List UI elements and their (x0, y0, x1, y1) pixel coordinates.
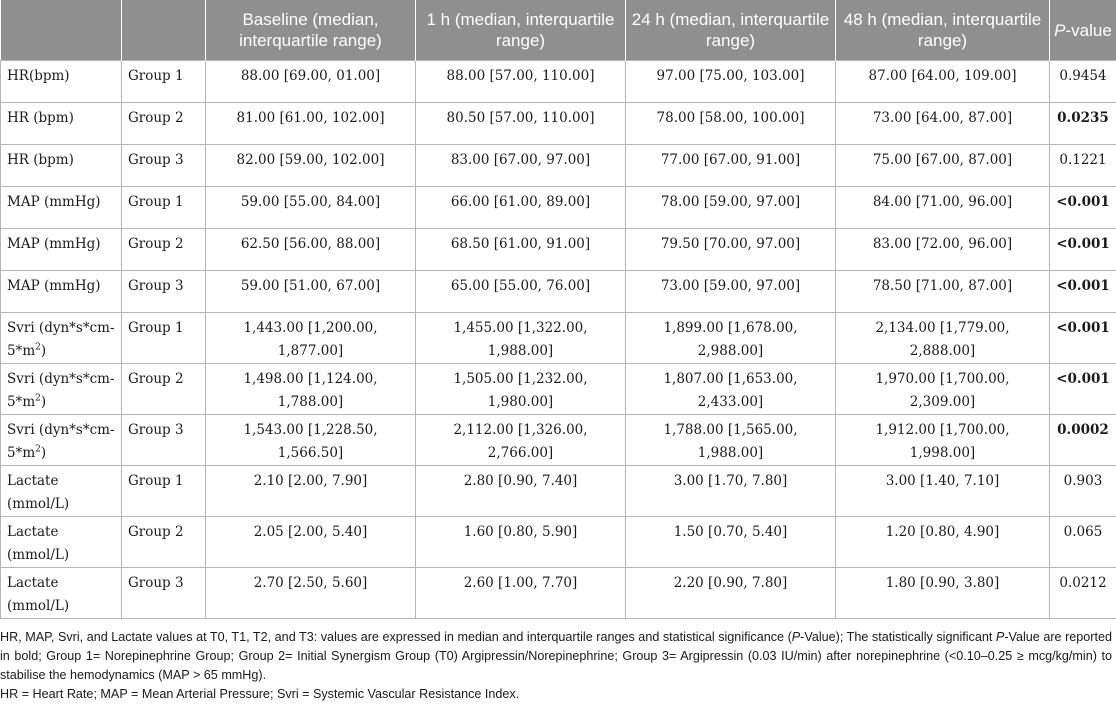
h24-cell: 2.20 [0.90, 7.80] (626, 568, 836, 619)
header-baseline: Baseline (median, interquartile range) (206, 0, 416, 61)
measure-label-end: ) (40, 445, 47, 461)
measure-label: Lactate (mmol/L) (7, 473, 70, 512)
h48-cell: 1.80 [0.90, 3.80] (836, 568, 1050, 619)
table-row (1, 415, 1116, 466)
table-row (1, 313, 1116, 364)
measure-label: Svri (dyn*s*cm-5*m (7, 371, 115, 410)
h1-cell: 2.60 [1.00, 7.70] (416, 568, 626, 619)
group-cell: Group 2 (122, 364, 206, 415)
baseline-cell: 1,543.00 [1,228.50, 1,566.50] (206, 415, 416, 466)
group-cell: Group 2 (122, 103, 206, 145)
h1-cell: 66.00 [61.00, 89.00] (416, 187, 626, 229)
baseline-cell: 1,498.00 [1,124.00, 1,788.00] (206, 364, 416, 415)
h48-cell: 73.00 [64.00, 87.00] (836, 103, 1050, 145)
measure-cell (1, 187, 122, 229)
header-pvalue-text: P-value (1054, 20, 1112, 40)
table-row (1, 229, 1116, 271)
measure-cell (1, 61, 122, 103)
measure-label: HR (bpm) (7, 110, 74, 126)
table-row (1, 271, 1116, 313)
h48-cell: 78.50 [71.00, 87.00] (836, 271, 1050, 313)
h24-cell: 1,788.00 [1,565.00, 1,988.00] (626, 415, 836, 466)
measure-cell (1, 415, 122, 466)
measure-label: MAP (mmHg) (7, 278, 101, 294)
group-cell: Group 2 (122, 229, 206, 271)
baseline-cell: 59.00 [51.00, 67.00] (206, 271, 416, 313)
pvalue-cell: <0.001 (1050, 364, 1116, 415)
h24-cell: 78.00 [59.00, 97.00] (626, 187, 836, 229)
baseline-cell: 88.00 [69.00, 01.00] (206, 61, 416, 103)
group-cell: Group 1 (122, 313, 206, 364)
measure-label: Lactate (mmol/L) (7, 575, 70, 614)
measure-label: MAP (mmHg) (7, 194, 101, 210)
h1-cell: 2,112.00 [1,326.00, 2,766.00] (416, 415, 626, 466)
table-row (1, 61, 1116, 103)
measure-label: HR(bpm) (7, 68, 70, 84)
h24-cell: 73.00 [59.00, 97.00] (626, 271, 836, 313)
h48-cell: 83.00 [72.00, 96.00] (836, 229, 1050, 271)
baseline-cell: 62.50 [56.00, 88.00] (206, 229, 416, 271)
group-cell: Group 3 (122, 415, 206, 466)
table-row (1, 103, 1116, 145)
group-cell: Group 3 (122, 145, 206, 187)
h1-cell: 1.60 [0.80, 5.90] (416, 517, 626, 568)
h24-cell: 77.00 [67.00, 91.00] (626, 145, 836, 187)
header-pvalue (1050, 0, 1116, 61)
measure-label: Svri (dyn*s*cm-5*m (7, 320, 115, 359)
measure-label-superscript: 2 (35, 342, 41, 353)
h1-cell: 2.80 [0.90, 7.40] (416, 466, 626, 517)
pvalue-cell: <0.001 (1050, 313, 1116, 364)
table-row (1, 145, 1116, 187)
h48-cell: 1.20 [0.80, 4.90] (836, 517, 1050, 568)
h24-cell: 79.50 [70.00, 97.00] (626, 229, 836, 271)
h48-cell: 3.00 [1.40, 7.10] (836, 466, 1050, 517)
group-cell: Group 1 (122, 61, 206, 103)
pvalue-cell: 0.0002 (1050, 415, 1116, 466)
h1-cell: 80.50 [57.00, 110.00] (416, 103, 626, 145)
footnote-description: HR, MAP, Svri, and Lactate values at T0, T1, T2, and T3: values are expressed in median and interquartile ranges and statistical significance (P-Value); The statistically significant P-Value are reported in bold; Group 1= Norepinephrine Group; Group 2= Initial Synergism Group (T0) Argipressin/Norepinephrine; Group 3= Argipressin (0.03 IU/min) after norepinephrine (<0.10–0.25 ≥ mcg/kg/min) to stabilise the hemodynamics (MAP > 65 mmHg). (0, 630, 1112, 682)
measure-cell (1, 364, 122, 415)
table-row (1, 517, 1116, 568)
pvalue-cell: 0.9454 (1050, 61, 1116, 103)
measure-label: MAP (mmHg) (7, 236, 101, 252)
table-row (1, 568, 1116, 619)
footnote-abbreviations: HR = Heart Rate; MAP = Mean Arterial Pressure; Svri = Systemic Vascular Resistance Index. (0, 687, 520, 701)
pvalue-cell: <0.001 (1050, 187, 1116, 229)
header-group (122, 0, 206, 61)
group-cell: Group 3 (122, 568, 206, 619)
baseline-cell: 1,443.00 [1,200.00, 1,877.00] (206, 313, 416, 364)
pvalue-cell: 0.1221 (1050, 145, 1116, 187)
pvalue-cell: <0.001 (1050, 229, 1116, 271)
baseline-cell: 2.05 [2.00, 5.40] (206, 517, 416, 568)
h24-cell: 1,899.00 [1,678.00, 2,988.00] (626, 313, 836, 364)
table-row (1, 364, 1116, 415)
pvalue-cell: <0.001 (1050, 271, 1116, 313)
group-cell: Group 2 (122, 517, 206, 568)
h1-cell: 1,505.00 [1,232.00, 1,980.00] (416, 364, 626, 415)
measure-cell (1, 517, 122, 568)
header-row (1, 0, 1116, 61)
pvalue-cell: 0.0235 (1050, 103, 1116, 145)
group-cell: Group 1 (122, 187, 206, 229)
h24-cell: 1.50 [0.70, 5.40] (626, 517, 836, 568)
measure-label-superscript: 2 (35, 393, 41, 404)
baseline-cell: 2.10 [2.00, 7.90] (206, 466, 416, 517)
h1-cell: 1,455.00 [1,322.00, 1,988.00] (416, 313, 626, 364)
h1-cell: 65.00 [55.00, 76.00] (416, 271, 626, 313)
pvalue-cell: 0.903 (1050, 466, 1116, 517)
measure-label-superscript: 2 (35, 444, 41, 455)
measure-cell (1, 271, 122, 313)
pvalue-cell: 0.0212 (1050, 568, 1116, 619)
measure-cell (1, 313, 122, 364)
h24-cell: 3.00 [1.70, 7.80] (626, 466, 836, 517)
h1-cell: 83.00 [67.00, 97.00] (416, 145, 626, 187)
table-row (1, 466, 1116, 517)
baseline-cell: 82.00 [59.00, 102.00] (206, 145, 416, 187)
measure-cell (1, 568, 122, 619)
measure-label: HR (bpm) (7, 152, 74, 168)
table-row (1, 187, 1116, 229)
baseline-cell: 2.70 [2.50, 5.60] (206, 568, 416, 619)
header-48h: 48 h (median, interquartile range) (836, 0, 1050, 61)
header-1h: 1 h (median, interquartile range) (416, 0, 626, 61)
h24-cell: 1,807.00 [1,653.00, 2,433.00] (626, 364, 836, 415)
measure-cell (1, 466, 122, 517)
h1-cell: 88.00 [57.00, 110.00] (416, 61, 626, 103)
h48-cell: 2,134.00 [1,779.00, 2,888.00] (836, 313, 1050, 364)
group-cell: Group 3 (122, 271, 206, 313)
h48-cell: 87.00 [64.00, 109.00] (836, 61, 1050, 103)
h48-cell: 1,912.00 [1,700.00, 1,998.00] (836, 415, 1050, 466)
measure-cell (1, 229, 122, 271)
h24-cell: 78.00 [58.00, 100.00] (626, 103, 836, 145)
pvalue-cell: 0.065 (1050, 517, 1116, 568)
measure-label: Lactate (mmol/L) (7, 524, 70, 563)
group-cell: Group 1 (122, 466, 206, 517)
baseline-cell: 81.00 [61.00, 102.00] (206, 103, 416, 145)
measure-label-end: ) (40, 394, 47, 410)
h48-cell: 75.00 [67.00, 87.00] (836, 145, 1050, 187)
h48-cell: 84.00 [71.00, 96.00] (836, 187, 1050, 229)
table-body (1, 61, 1116, 619)
baseline-cell: 59.00 [55.00, 84.00] (206, 187, 416, 229)
measure-label-end: ) (40, 343, 47, 359)
header-24h: 24 h (median, interquartile range) (626, 0, 836, 61)
header-measure (1, 0, 122, 61)
h24-cell: 97.00 [75.00, 103.00] (626, 61, 836, 103)
measure-cell (1, 103, 122, 145)
h1-cell: 68.50 [61.00, 91.00] (416, 229, 626, 271)
measure-cell (1, 145, 122, 187)
measure-label: Svri (dyn*s*cm-5*m (7, 422, 115, 461)
h48-cell: 1,970.00 [1,700.00, 2,309.00] (836, 364, 1050, 415)
table-footnote (0, 628, 1112, 704)
